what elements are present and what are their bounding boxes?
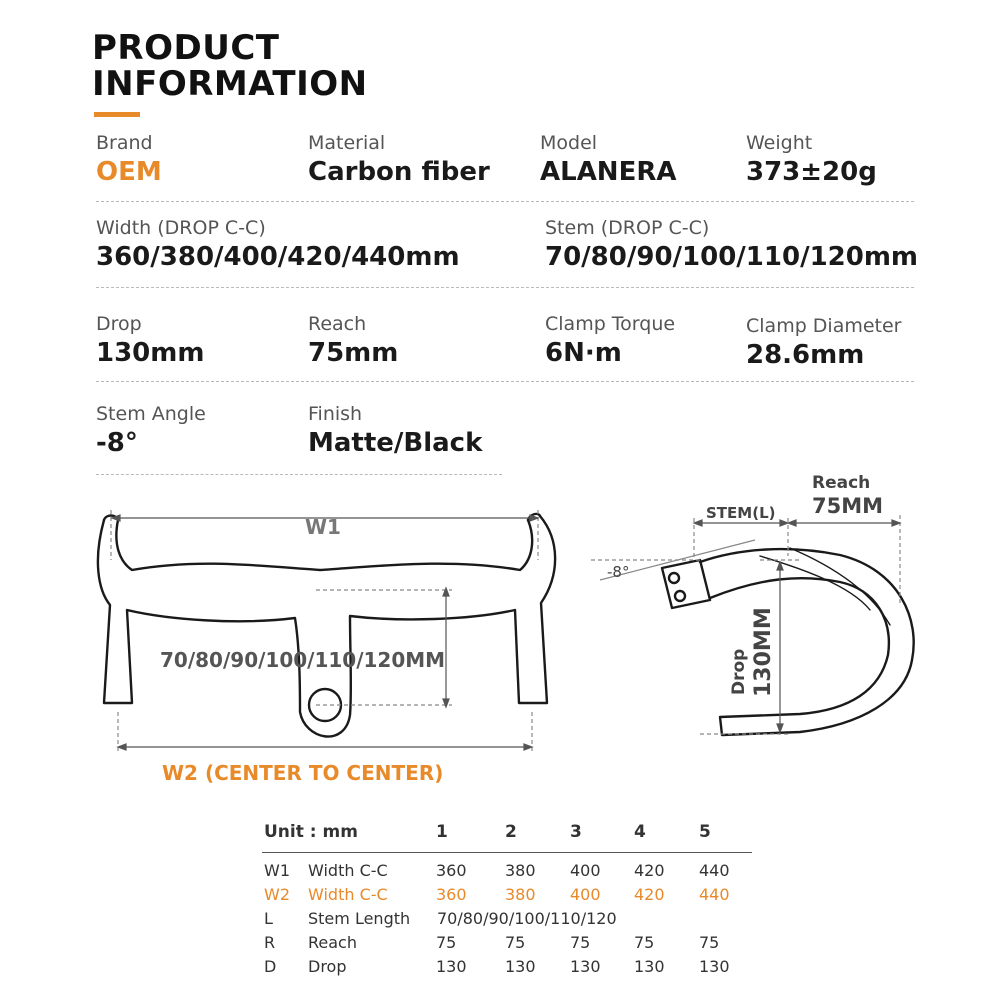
- title-line-1: PRODUCT: [92, 28, 280, 68]
- row-value: 70/80/90/100/110/120: [437, 909, 617, 928]
- side-angle-label: -8°: [607, 563, 630, 581]
- table-row: [262, 931, 752, 955]
- row-value: 130: [634, 957, 665, 976]
- row-value: 380: [505, 861, 536, 880]
- row-value: 360: [436, 885, 467, 904]
- row-value: 130: [570, 957, 601, 976]
- spec-value: 28.6mm: [746, 340, 865, 370]
- row-value: 360: [436, 861, 467, 880]
- spec-label: Finish: [308, 403, 363, 425]
- row-value: 440: [699, 861, 730, 880]
- row-value: 440: [699, 885, 730, 904]
- spec-label: Weight: [746, 132, 813, 154]
- row-value: 75: [634, 933, 655, 952]
- table-col-header: 5: [699, 822, 711, 842]
- row-code: R: [264, 933, 276, 952]
- spec-label: Material: [308, 132, 386, 154]
- spec-value: OEM: [96, 157, 162, 187]
- spec-label: Stem Angle: [96, 403, 206, 425]
- spec-label: Clamp Torque: [545, 313, 676, 335]
- row-value: 75: [570, 933, 591, 952]
- row-value: 75: [436, 933, 457, 952]
- spec-value: ALANERA: [540, 157, 677, 187]
- row-name: Stem Length: [308, 909, 411, 928]
- front-stem-label: 70/80/90/100/110/120MM: [160, 648, 446, 672]
- spec-label: Width (DROP C-C): [96, 217, 266, 239]
- side-drop-label: Drop: [729, 648, 749, 695]
- handlebar-outline: [98, 516, 555, 737]
- row-value: 75: [505, 933, 526, 952]
- handlebar-side-diagram: [662, 548, 914, 735]
- row-value: 400: [570, 861, 601, 880]
- table-unit-header: Unit : mm: [264, 822, 358, 842]
- row-name: Width C-C: [308, 861, 388, 880]
- spec-value: Matte/Black: [308, 428, 483, 458]
- row-name: Width C-C: [308, 885, 388, 904]
- spec-value: Carbon fiber: [308, 157, 490, 187]
- row-value: 420: [634, 885, 665, 904]
- spec-value: 6N·m: [545, 338, 622, 368]
- w1-label: W1: [305, 515, 341, 539]
- table-row: [262, 859, 752, 883]
- table-col-header: 4: [634, 822, 646, 842]
- spec-label: Clamp Diameter: [746, 315, 902, 337]
- row-name: Drop: [308, 957, 347, 976]
- row-value: 400: [570, 885, 601, 904]
- spec-value: 130mm: [96, 338, 205, 368]
- spec-label: Stem (DROP C-C): [545, 217, 710, 239]
- w2-label: W2 (CENTER TO CENTER): [162, 761, 444, 785]
- table-row: [262, 907, 752, 931]
- row-value: 380: [505, 885, 536, 904]
- spec-value: 360/380/400/420/440mm: [96, 242, 460, 272]
- spec-value: -8°: [96, 428, 138, 458]
- table-header: [262, 820, 752, 853]
- spec-label: Drop: [96, 313, 142, 335]
- spec-value: 373±20g: [746, 157, 877, 187]
- table-row: [262, 883, 752, 907]
- size-table: [262, 820, 752, 979]
- table-col-header: 1: [436, 822, 448, 842]
- side-stem-label: STEM(L): [706, 504, 776, 522]
- side-reach-label: Reach: [812, 473, 871, 493]
- spec-label: Reach: [308, 313, 367, 335]
- row-value: 130: [505, 957, 536, 976]
- row-value: 130: [699, 957, 730, 976]
- spec-label: Brand: [96, 132, 153, 154]
- row-code: W1: [264, 861, 290, 880]
- row-code: W2: [264, 885, 290, 904]
- table-col-header: 2: [505, 822, 517, 842]
- row-value: 420: [634, 861, 665, 880]
- row-value: 75: [699, 933, 720, 952]
- title-line-2: INFORMATION: [92, 64, 368, 104]
- row-code: L: [264, 909, 273, 928]
- spec-value: 70/80/90/100/110/120mm: [545, 242, 919, 272]
- side-drop-value: 130MM: [751, 607, 776, 697]
- side-reach-value: 75MM: [812, 494, 884, 518]
- table-row: [262, 955, 752, 979]
- table-col-header: 3: [570, 822, 582, 842]
- row-value: 130: [436, 957, 467, 976]
- spec-value: 75mm: [308, 338, 399, 368]
- row-name: Reach: [308, 933, 357, 952]
- row-code: D: [264, 957, 277, 976]
- spec-label: Model: [540, 132, 598, 154]
